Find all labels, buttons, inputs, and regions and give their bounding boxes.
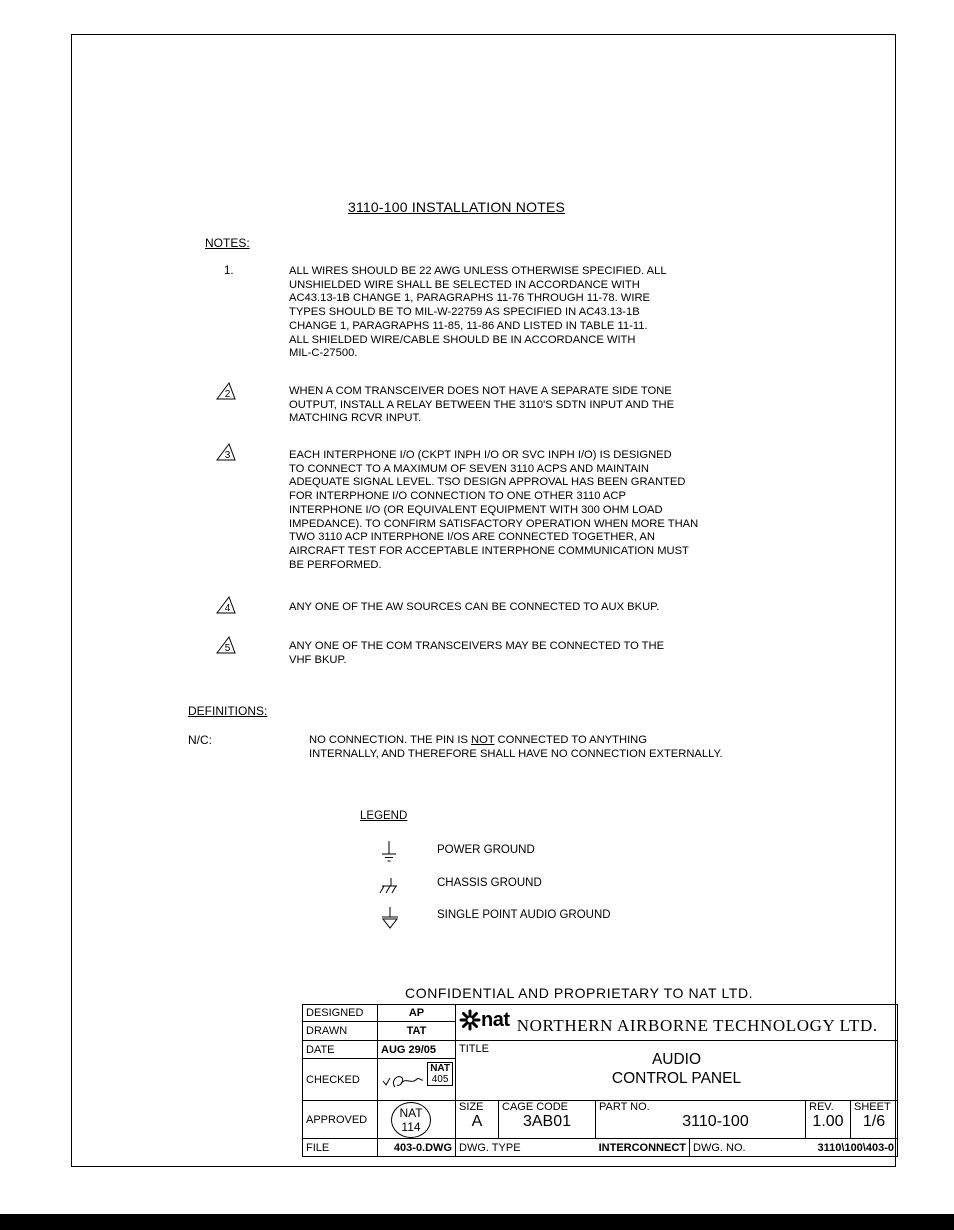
- legend-header: LEGEND: [360, 810, 408, 822]
- dwg-type-label: DWG. TYPE: [459, 1141, 521, 1154]
- drawn-label: DRAWN: [303, 1022, 378, 1041]
- svg-text:5: 5: [224, 643, 231, 654]
- definition-term: N/C:: [188, 733, 212, 747]
- designed-label: DESIGNED: [303, 1005, 378, 1022]
- dwg-type-cell: [456, 1139, 690, 1157]
- dwg-no-cell: [690, 1139, 898, 1157]
- legend-chassis-ground-label: CHASSIS GROUND: [437, 877, 542, 889]
- bottom-bar: [0, 1214, 954, 1230]
- chassis-ground-icon: [378, 876, 400, 896]
- page-title: 3110-100 INSTALLATION NOTES: [348, 199, 566, 215]
- company-cell: [456, 1005, 898, 1041]
- size-cell: [456, 1101, 499, 1139]
- approved-stamp-num: 114: [401, 1119, 421, 1134]
- drawing-title: [459, 1041, 894, 1088]
- dwg-no-label: DWG. NO.: [693, 1141, 746, 1154]
- svg-text:4: 4: [224, 603, 231, 614]
- nat-logo-word: nat: [481, 1008, 510, 1031]
- note-4-text: ANY ONE OF THE AW SOURCES CAN BE CONNECTED TO AUX BKUP.: [289, 601, 660, 613]
- drawing-title-line1: AUDIO: [651, 1051, 702, 1068]
- file-label: FILE: [303, 1139, 378, 1157]
- cage-label: CAGE CODE: [502, 1101, 569, 1113]
- drawing-title-line2: CONTROL PANEL: [611, 1070, 742, 1087]
- audio-ground-icon: [380, 906, 400, 930]
- delta-3-icon: [216, 443, 236, 461]
- delta-2-icon: [216, 382, 236, 400]
- title-cell: [456, 1041, 898, 1101]
- part-label: PART NO.: [599, 1101, 650, 1113]
- dwg-no-value: 3110\100\403-0: [817, 1141, 894, 1154]
- nat-star-icon: [459, 1009, 481, 1031]
- confidential-notice: CONFIDENTIAL AND PROPRIETARY TO NAT LTD.: [405, 985, 754, 1001]
- delta-5-icon: [216, 636, 236, 654]
- checked-signature-icon: [381, 1069, 425, 1091]
- cage-value: 3AB01: [522, 1113, 572, 1130]
- legend-power-ground-label: POWER GROUND: [437, 844, 535, 856]
- sheet-label: SHEET: [854, 1101, 891, 1113]
- date-label: DATE: [303, 1041, 378, 1059]
- file-value: 403-0.DWG: [378, 1139, 456, 1157]
- checked-stamp-text: NAT: [430, 1063, 450, 1074]
- checked-stamp: [378, 1059, 456, 1101]
- rev-label: REV.: [809, 1101, 834, 1113]
- legend-audio-ground-label: SINGLE POINT AUDIO GROUND: [437, 909, 611, 921]
- size-value: A: [471, 1113, 483, 1130]
- approved-stamp: [378, 1101, 456, 1139]
- sheet-value: 1/6: [862, 1113, 886, 1130]
- sheet-cell: [851, 1101, 898, 1139]
- approved-label: APPROVED: [303, 1101, 378, 1139]
- size-label: SIZE: [459, 1101, 484, 1113]
- checked-stamp-box: [427, 1062, 453, 1086]
- definitions-header: DEFINITIONS:: [188, 704, 268, 718]
- part-value: 3110-100: [682, 1113, 749, 1130]
- note-2-text: WHEN A COM TRANSCEIVER DOES NOT HAVE A SEPARATE SIDE TONE OUTPUT, INSTALL A RELAY BETWEEN THE 3110'S SDTN INPUT AND THE MATCHING RCVR INPUT.: [289, 385, 675, 425]
- cage-cell: [499, 1101, 596, 1139]
- dwg-type-value: INTERCONNECT: [598, 1141, 686, 1154]
- note-1-number: 1.: [224, 265, 234, 277]
- rev-cell: [806, 1101, 851, 1139]
- approved-stamp-circle: [391, 1102, 431, 1138]
- drawn-value: TAT: [378, 1022, 456, 1041]
- date-value: AUG 29/05: [378, 1041, 456, 1059]
- designed-value: AP: [378, 1005, 456, 1022]
- definition-text: NO CONNECTION. THE PIN IS NOT CONNECTED TO ANYTHING INTERNALLY, AND THEREFORE SHALL HAVE NO CONNECTION EXTERNALLY.: [309, 734, 723, 760]
- checked-label: CHECKED: [303, 1059, 378, 1101]
- part-cell: [596, 1101, 806, 1139]
- note-5-text: ANY ONE OF THE COM TRANSCEIVERS MAY BE CONNECTED TO THE VHF BKUP.: [289, 640, 665, 666]
- power-ground-icon: [380, 840, 398, 864]
- note-3-text: EACH INTERPHONE I/O (CKPT INPH I/O OR SVC INPH I/O) IS DESIGNED TO CONNECT TO A MAXIMUM OF SEVEN 3110 ACPS AND MAINTAIN ADEQUATE SIGNAL LEVEL. TSO DESIGN APPROVAL HAS BEEN GRANTED FOR INTERPHONE I/O CONNECTION TO ONE OTHER 3110 ACP INTERPHONE I/O (OR EQUIVALENT EQUIPMENT WITH 300 OHM LOAD IMPEDANCE). TO CONFIRM SATISFACTORY OPERATION WHEN MORE THAN TWO 3110 ACP INTERPHONE I/OS ARE CONNECTED TOGETHER, AN AIRCRAFT TEST FOR ACCEPTABLE INTERPHONE COMMUNICATION MUST BE PERFORMED.: [289, 449, 699, 571]
- nat-logo: [459, 1009, 510, 1032]
- checked-stamp-num: 405: [431, 1074, 449, 1085]
- approved-stamp-text: NAT: [399, 1105, 423, 1120]
- notes-header: NOTES:: [205, 236, 250, 250]
- title-label: TITLE: [459, 1043, 489, 1055]
- rev-value: 1.00: [812, 1113, 844, 1130]
- svg-text:2: 2: [224, 389, 231, 400]
- svg-text:3: 3: [224, 450, 231, 461]
- company-name: NORTHERN AIRBORNE TECHNOLOGY LTD.: [516, 1016, 878, 1036]
- note-1-text: ALL WIRES SHOULD BE 22 AWG UNLESS OTHERWISE SPECIFIED. ALL UNSHIELDED WIRE SHALL BE SELECTED IN ACCORDANCE WITH AC43.13-1B CHANGE 1, PARAGRAPHS 11-76 THROUGH 11-78. WIRE TYPES SHOULD BE TO MIL-W-22759 AS SPECIFIED IN AC43.13-1B CHANGE 1, PARAGRAPHS 11-85, 11-86 AND LISTED IN TABLE 11-11. ALL SHIELDED WIRE/CABLE SHOULD BE IN ACCORDANCE WITH MIL-C-27500.: [289, 265, 667, 360]
- title-block: [302, 1004, 898, 1157]
- delta-4-icon: [216, 596, 236, 614]
